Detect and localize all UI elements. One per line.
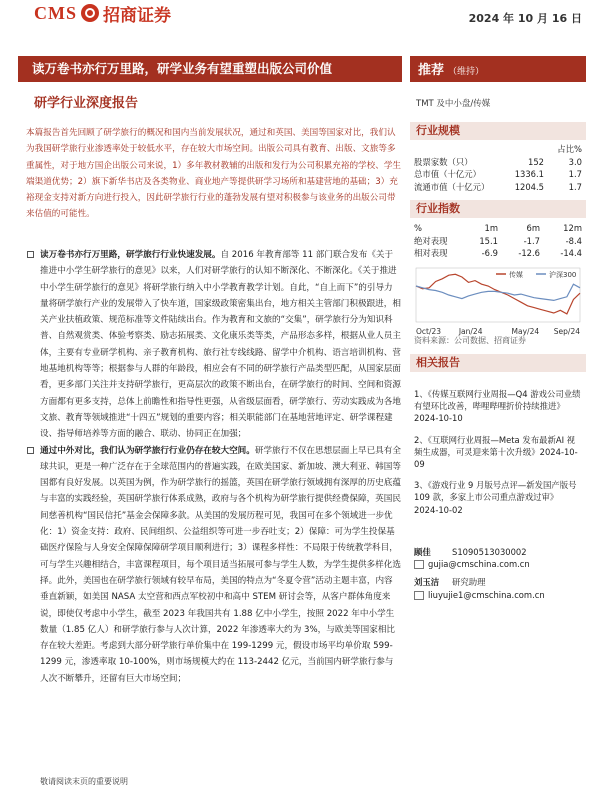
table-cell: 相对表现 xyxy=(414,248,448,258)
analyst-name: 刘玉洁 xyxy=(414,577,440,588)
index-line-chart xyxy=(410,262,586,340)
related-report-link[interactable]: 3、《游戏行业 9 月版号点评—新发国产版号 109 款，多家上市公司重点游戏过审》2024-10-02 xyxy=(414,480,577,515)
related-report-link[interactable]: 1、《传媒互联网行业周报—Q4 游戏公司业绩有望环比改善，哔哩哔哩折价持续推进》2024-10-10 xyxy=(414,389,581,424)
table-cell xyxy=(414,143,502,156)
table-cell: 15.1 xyxy=(479,235,498,246)
x-tick-label: Oct/23 xyxy=(416,327,442,336)
bullet-text: 研学旅行不仅在思想层面上早已具有全球共识，更是一种广泛存在于全球范围内的普遍实践，在欧美国家、新加坡、澳大利亚、韩国等国都有良好发展。以英国为例，作为研学旅行的摇篮，英国在研学旅行领域拥有深厚的历史底蕴与丰富的实践经验，英国研学旅行体系成熟，政府与各个机构为研学旅行提供经费保障，英国民间慈善机构“国民信托”基金会保障多款。从美国的发展历程可见，我国可在多个领域进一步优化：1）资金支持：政府、民间组织、公益组织等可进一步吞吐支；2）保障：可为学生投保基础医疗保险与人身安全保障保障研学项目顺利进行；3）课程多样性：不局限于传统教学科目，可与学生兴趣相结合，丰富课程项目，每个项目适当拓展可参与学生人数，为学生提供多样化选择。此外，美国也在研学旅行领域有较早布局，美国的特点为“冬夏令营”活动主题丰富，内容垂直新颖，如美国 NASA 太空营和西点军校初中和高中 STEM 研讨会等，从客户群体角度来说，即使仅考虑中小学生，截至 2023 年我国共有 1.88 亿中小学生，按照 2022 年中小学生数量（1.85 亿人）和研学旅行参与人次计算，2022 年渗透率大约为 3%，与欧美等国家相比存在较大差距。考虑到大部分研学旅行单价集中在 199-1299 元，假设市场平均单价取 599-1299 元，渗透率取 10-100%，则市场规模大约在 113-2442 亿元，当前国内研学旅行参与人次不断攀升，还留有巨大市场空间； xyxy=(40,445,401,684)
analyst-id: S1090513030002 xyxy=(452,547,527,557)
table-cell xyxy=(502,143,544,156)
bullet-item xyxy=(26,443,401,687)
related-report-link[interactable]: 2、《互联网行业周报—Meta 发布最新AI 视频生成器，可灵迎来第十次升级》2024-10-09 xyxy=(414,434,578,470)
bullet-lead: 通过中外对比，我们认为研学旅行行业仍存在较大空间。 xyxy=(40,445,255,456)
analyst-row xyxy=(414,576,586,588)
industry-label: TMT 及中小盘/传媒 xyxy=(416,99,491,109)
section-title-related: 相关报告 xyxy=(410,354,586,372)
related-reports xyxy=(414,388,582,525)
x-tick-label: Sep/24 xyxy=(553,327,580,336)
bullet-square-icon xyxy=(27,447,34,454)
table-cell: 1336.1 xyxy=(514,169,544,179)
logo-latin: CMS xyxy=(34,2,77,23)
table-cell: 占比% xyxy=(557,144,582,154)
scale-table xyxy=(414,143,582,193)
rating-badge xyxy=(410,56,586,82)
report-header xyxy=(0,0,600,40)
table-cell: 1.7 xyxy=(568,181,582,192)
series-line-0 xyxy=(416,274,580,314)
analyst-email-row xyxy=(414,589,586,601)
x-tick-label: Jan/24 xyxy=(458,327,483,336)
table-header-row xyxy=(414,143,582,156)
report-title: 读万卷书亦行万里路，研学业务有望重塑出版公司价值 xyxy=(18,56,402,82)
chart-source: 资料来源：公司数据、招商证券 xyxy=(414,336,526,345)
bullet-list xyxy=(26,247,401,687)
table-cell: 3.0 xyxy=(568,156,582,167)
table-cell: 1204.5 xyxy=(514,181,544,192)
email-icon xyxy=(414,591,424,600)
analyst-row xyxy=(414,546,586,558)
index-table xyxy=(414,222,582,260)
table-row xyxy=(414,168,582,181)
table-cell: 1m xyxy=(484,223,498,233)
table-row xyxy=(414,156,582,169)
table-cell: 12m xyxy=(563,223,582,233)
section-title-scale: 行业规模 xyxy=(410,122,586,140)
section-title-index: 行业指数 xyxy=(410,200,586,218)
table-row xyxy=(414,247,582,260)
legend-label: 传媒 xyxy=(509,271,523,279)
table-cell: 1.7 xyxy=(568,169,582,179)
analyst-name: 顾佳 xyxy=(414,547,431,557)
table-cell: 股票家数（只） xyxy=(414,156,473,167)
report-date: 2024 年 10 月 16 日 xyxy=(468,12,582,25)
table-cell: 152 xyxy=(528,156,544,167)
table-cell: 绝对表现 xyxy=(414,235,448,246)
bullet-lead: 读万卷书亦行万里路，研学旅行行业快速发展。 xyxy=(40,250,221,260)
logo-seal-icon xyxy=(81,4,99,22)
rating-main: 推荐 xyxy=(418,63,445,78)
table-cell: -6.9 xyxy=(481,248,498,258)
analyst-email[interactable]: gujia@cmschina.com.cn xyxy=(428,559,530,570)
company-logo xyxy=(34,2,171,24)
bullet-item xyxy=(26,247,401,443)
table-cell: -14.4 xyxy=(560,248,582,258)
analyst-block xyxy=(414,546,586,601)
table-header-row xyxy=(414,222,582,235)
rating-sub: （维持） xyxy=(448,67,485,77)
legend-label: 沪深300 xyxy=(549,271,577,279)
report-subtitle: 研学行业深度报告 xyxy=(34,96,139,111)
table-cell: -1.7 xyxy=(523,235,540,246)
logo-chinese: 招商证券 xyxy=(103,5,171,26)
bullet-text: 自 2016 年教育部等 11 部门联合发布《关于推进中小学生研学旅行的意见》以来，人们对研学旅行的认知不断深化、不断深化。《关于推进中小学生研学旅行的意见》将研学旅行纳入中小学教育教学计划。自此，“自上而下”的引导力量将研学旅行产业的发展带入了快车道，国家级政策密集出台，地方相关主管部门积极跟进，相关产业扶植政策、规范标准等文件陆续出台。作为教育和文旅的“交集”，研学旅行分为知识科普、自然观赏类、体验考察类、励志拓展类、文化康乐类等类，产品形态多样，根据从业人员主体，主要有专业研学机构、亲子教育机构、旅行社专线线路、留学中介机构、语言培训机构、营地基地机构等等；根据参与人群的年龄段，相应会有不同的研学旅行产品类型匹配，从国家层面看，更多部门关注并支持研学旅行，更高层次的政策不断出台，在研学旅行的时间、空间和资源方面都有更多支持，总体上前瞻性和指导性更强，从省级层面看，研学旅行、劳动实践成为各地文旅、教育等领域推进“十四五”规划的重要内容；相关职能部门在基地营地评定、研学课程建设、指导师培养等方面的融合、联动、协同正在加强； xyxy=(40,250,401,440)
table-cell: 总市值（十亿元） xyxy=(414,169,481,179)
table-row xyxy=(414,181,582,194)
table-row xyxy=(414,235,582,248)
table-cell: % xyxy=(414,223,422,233)
table-cell: -8.4 xyxy=(565,235,582,246)
summary-paragraph: 本篇报告首先回顾了研学旅行的概况和国内当前发展状况，通过和英国、美国等国家对比，我们认为我国研学旅行业渗透率处于较低水平，存在较大市场空间。出版公司具有教育、出版、文旅等多重属性，对于地方国企出版公司来说，1）多年教材教辅的出版和发行为公司积累充裕的学校、学生端渠道优势；2）旗下新华书店及各类物业、商业地产等提供研学习场所和基建营地的基础；3）充裕现金支持对新方向进行投入，因此研学旅行行业的蓬勃发展有望对积极参与该业务的出版公司带来估值的可能性。 xyxy=(26,128,402,220)
footer-note: 敬请阅读末页的重要说明 xyxy=(40,777,128,786)
x-tick-label: May/24 xyxy=(511,327,540,336)
table-cell: -12.6 xyxy=(518,248,540,258)
analyst-email[interactable]: liuyujie1@cmschina.com.cn xyxy=(428,589,545,600)
table-cell: 6m xyxy=(526,223,540,233)
analyst-email-row xyxy=(414,558,586,570)
bullet-square-icon xyxy=(27,251,34,258)
table-cell: 流通市值（十亿元） xyxy=(414,181,490,192)
series-line-1 xyxy=(416,284,580,300)
email-icon xyxy=(414,560,424,569)
analyst-id: 研究助理 xyxy=(452,577,486,588)
